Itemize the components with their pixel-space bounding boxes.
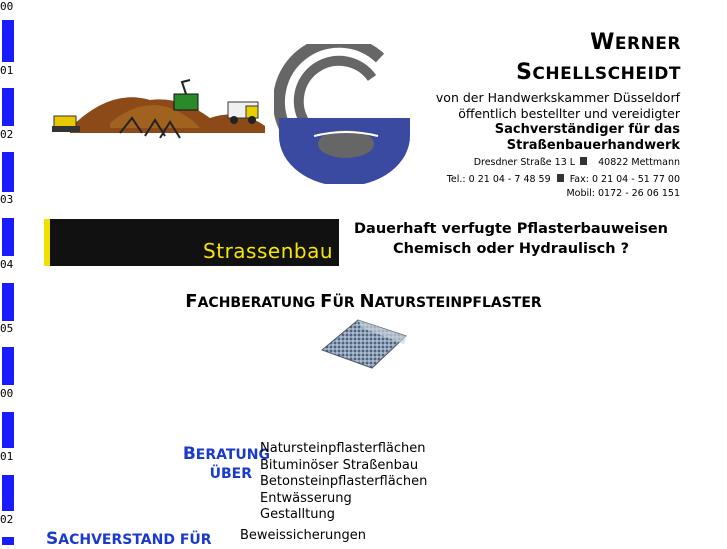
strip-label: 02 — [0, 128, 14, 141]
cobblestone-image — [318, 314, 410, 372]
address-line: Dresdner Straße 13 L 40822 Mettmann — [473, 157, 680, 168]
strip-label: 00 — [0, 387, 14, 400]
strip-label: 02 — [0, 513, 14, 526]
strip-label: 03 — [0, 193, 14, 206]
phone-icon — [580, 157, 587, 165]
contact-line: Tel.: 0 21 04 - 7 48 59 Fax: 0 21 04 - 51 77 00 — [446, 174, 680, 185]
section-title: FACHBERATUNG FÜR NATURSTEINPFLASTER — [185, 291, 542, 312]
mobile-line: Mobil: 0172 - 26 06 151 — [566, 188, 680, 199]
strip-block — [2, 88, 14, 126]
strip-block — [2, 20, 14, 62]
header-name-line2: SCHELLSCHEIDT — [516, 60, 681, 85]
list-item: Entwässerung — [260, 490, 352, 506]
strip-block — [2, 537, 14, 545]
strip-block — [2, 218, 14, 256]
list-item: Betonsteinpflasterflächen — [260, 474, 428, 489]
strip-block — [2, 347, 14, 385]
list-item: Beweissicherungen — [240, 528, 367, 543]
sachverstand-list — [240, 528, 366, 545]
list-item: Gestalltung — [260, 507, 335, 522]
header-text-bold: Sachverständiger für das — [494, 122, 680, 137]
header-name-line1: WERNER — [590, 30, 681, 55]
strip-label: 01 — [0, 450, 14, 463]
banner-label: Strassenbau — [203, 239, 333, 263]
strip-block — [2, 475, 14, 511]
strip-block — [2, 152, 14, 192]
headline — [341, 219, 681, 259]
strip-label: 04 — [0, 258, 14, 271]
header-text: von der Handwerkskammer Düsseldorf — [435, 90, 680, 105]
headline-line2: Chemisch oder Hydraulisch ? — [392, 241, 630, 257]
sachverstand-label: SACHVERSTAND FÜR — [46, 529, 212, 549]
company-logo — [274, 44, 414, 184]
header-text: öffentlich bestellter und vereidigter — [458, 106, 680, 121]
strip-label: 00 — [0, 0, 14, 13]
list-item: Bituminöser Straßenbau — [260, 457, 419, 473]
header-text-bold: Straßenbauerhandwerk — [506, 138, 680, 153]
decorative-side-strip — [0, 0, 22, 545]
construction-site-illustration — [50, 78, 272, 148]
strip-block — [2, 412, 14, 448]
beratung-label: BERATUNG ÜBER — [182, 444, 270, 482]
strip-label: 01 — [0, 64, 14, 77]
headline-line1: Dauerhaft verfugte Pflasterbauweisen — [354, 221, 668, 237]
fax-icon — [557, 174, 564, 182]
beratung-list — [260, 441, 427, 524]
list-item: Natursteinpflasterflächen — [260, 441, 426, 456]
strip-label: 05 — [0, 322, 14, 335]
strassenbau-banner — [44, 219, 339, 266]
